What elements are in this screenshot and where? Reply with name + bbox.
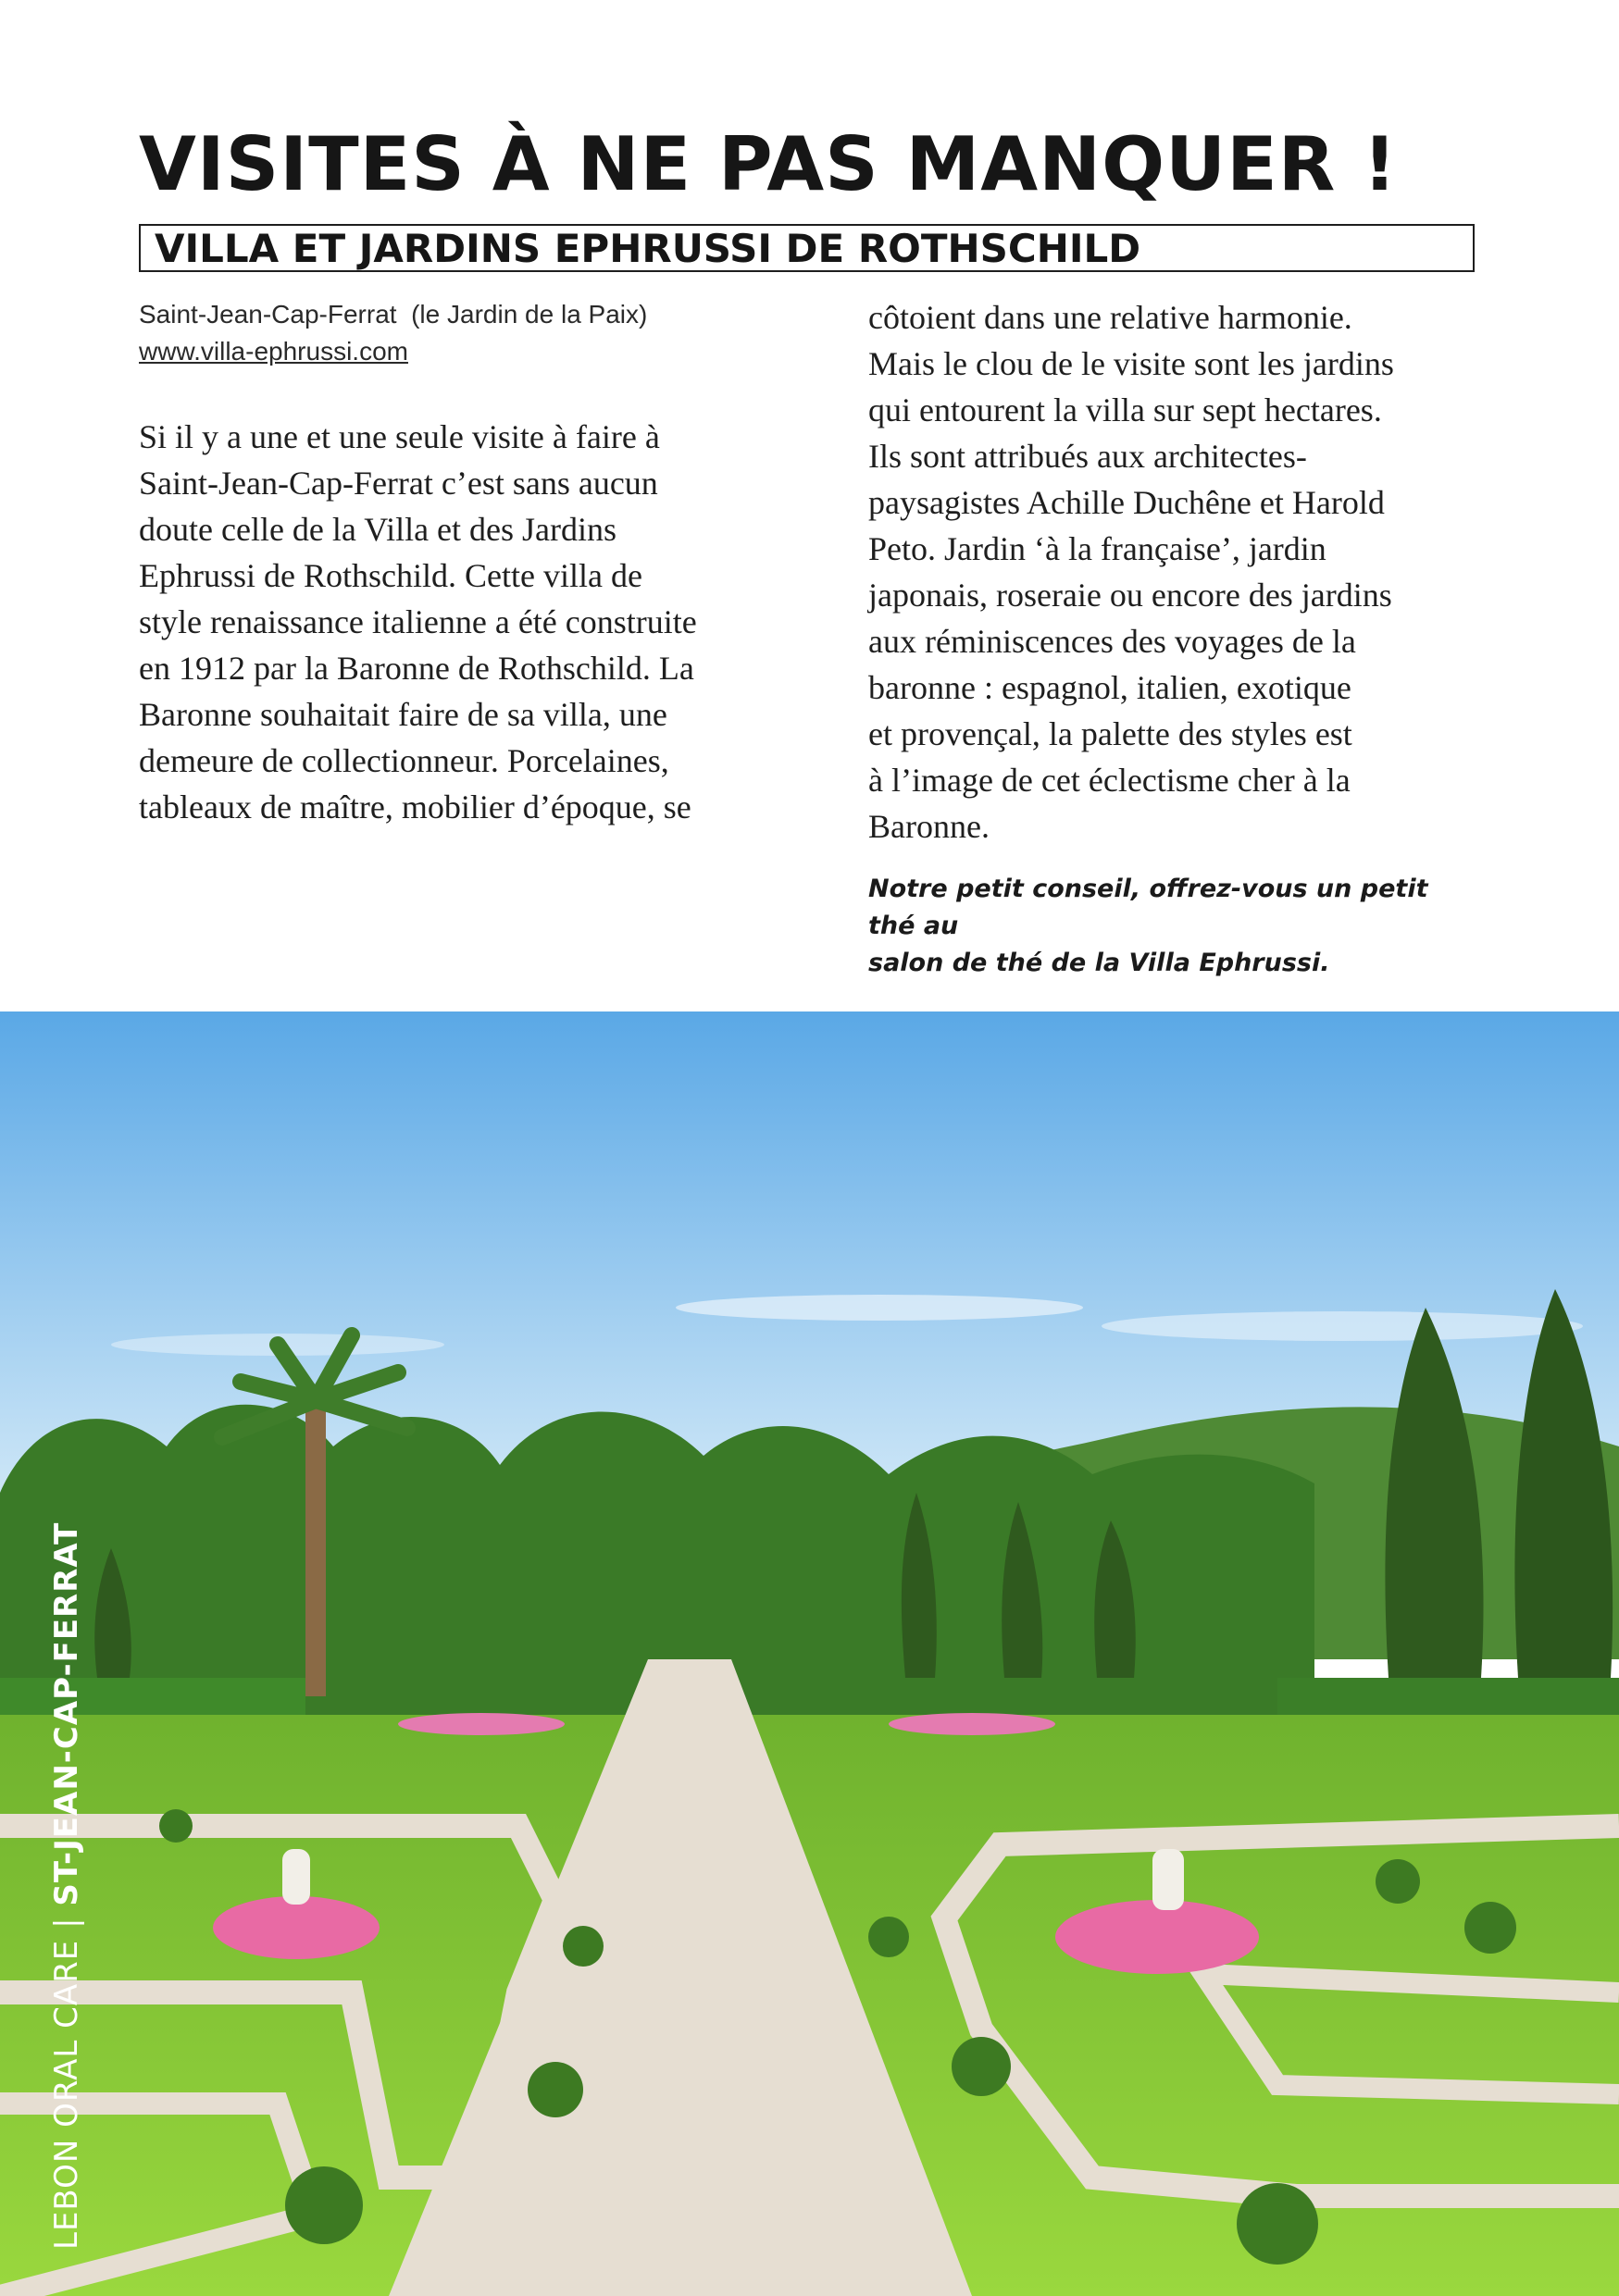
text-line: tableaux de maître, mobilier d’époque, se [139, 788, 691, 825]
cloud [676, 1295, 1083, 1321]
article-left-column [139, 414, 805, 830]
topiary [528, 2062, 583, 2117]
text-line: doute celle de la Villa et des Jardins [139, 511, 617, 548]
text-line: paysagistes Achille Duchêne et Harold [868, 484, 1385, 521]
topiary [868, 1917, 909, 1957]
text-line: aux réminiscences des voyages de la [868, 623, 1356, 660]
text-line: demeure de collectionneur. Porcelaines, [139, 742, 669, 779]
caption-place: ST-JEAN-CAP-FERRAT [48, 1521, 85, 1906]
caption-brand: LEBON ORAL CARE [48, 1939, 85, 2250]
cloud [1102, 1311, 1583, 1341]
text-line: Ils sont attribués aux architectes- [868, 438, 1307, 475]
page-title: VISITES À NE PAS MANQUER ! [139, 121, 1398, 207]
subtitle-box [139, 224, 1475, 272]
text-line: japonais, roseraie ou encore des jardins [868, 577, 1392, 614]
text-line: côtoient dans une relative harmonie. [868, 299, 1352, 336]
flower-bed [889, 1713, 1055, 1735]
tip-line: Notre petit conseil, offrez-vous un petit thé au [868, 875, 1428, 940]
flower-bed [1055, 1900, 1259, 1974]
article-right-column [868, 294, 1479, 850]
flower-bed [213, 1896, 380, 1959]
topiary [563, 1926, 604, 1967]
text-line: Baronne. [868, 808, 990, 845]
text-line: Peto. Jardin ‘à la française’, jardin [868, 530, 1326, 567]
text-line: Saint-Jean-Cap-Ferrat c’est sans aucun [139, 465, 658, 502]
text-line: Baronne souhaitait faire de sa villa, une [139, 696, 667, 733]
garden-photo [0, 1011, 1619, 2296]
topiary [1376, 1859, 1420, 1904]
tip-line: salon de thé de la Villa Ephrussi. [868, 949, 1330, 977]
text-line: baronne : espagnol, italien, exotique [868, 669, 1351, 706]
urn [1152, 1849, 1184, 1910]
topiary [952, 2037, 1011, 2096]
tip-note [868, 871, 1479, 982]
palm-trunk [305, 1400, 326, 1696]
text-line: Mais le clou de le visite sont les jardins [868, 345, 1394, 382]
caption-separator: | [48, 1905, 85, 1940]
topiary [1464, 1902, 1516, 1954]
text-line: qui entourent la villa sur sept hectares. [868, 391, 1382, 428]
topiary [1237, 2183, 1318, 2265]
location-text: Saint-Jean-Cap-Ferrat (le Jardin de la Paix) [139, 300, 648, 329]
flower-bed [398, 1713, 565, 1735]
text-line: en 1912 par la Baronne de Rothschild. La [139, 650, 694, 687]
subtitle: VILLA ET JARDINS EPHRUSSI DE ROTHSCHILD [155, 226, 1141, 271]
text-line: Ephrussi de Rothschild. Cette villa de [139, 557, 642, 594]
side-caption [48, 1522, 85, 2250]
text-line: et provençal, la palette des styles est [868, 715, 1352, 752]
text-line: style renaissance italienne a été construite [139, 603, 697, 640]
meta-block [139, 296, 647, 370]
website-link[interactable]: www.villa-ephrussi.com [139, 337, 408, 366]
urn [282, 1849, 310, 1905]
topiary [159, 1809, 193, 1843]
topiary [285, 2166, 363, 2244]
garden-illustration [0, 1011, 1619, 2296]
text-line: à l’image de cet éclectisme cher à la [868, 762, 1351, 799]
text-line: Si il y a une et une seule visite à faire à [139, 418, 660, 455]
